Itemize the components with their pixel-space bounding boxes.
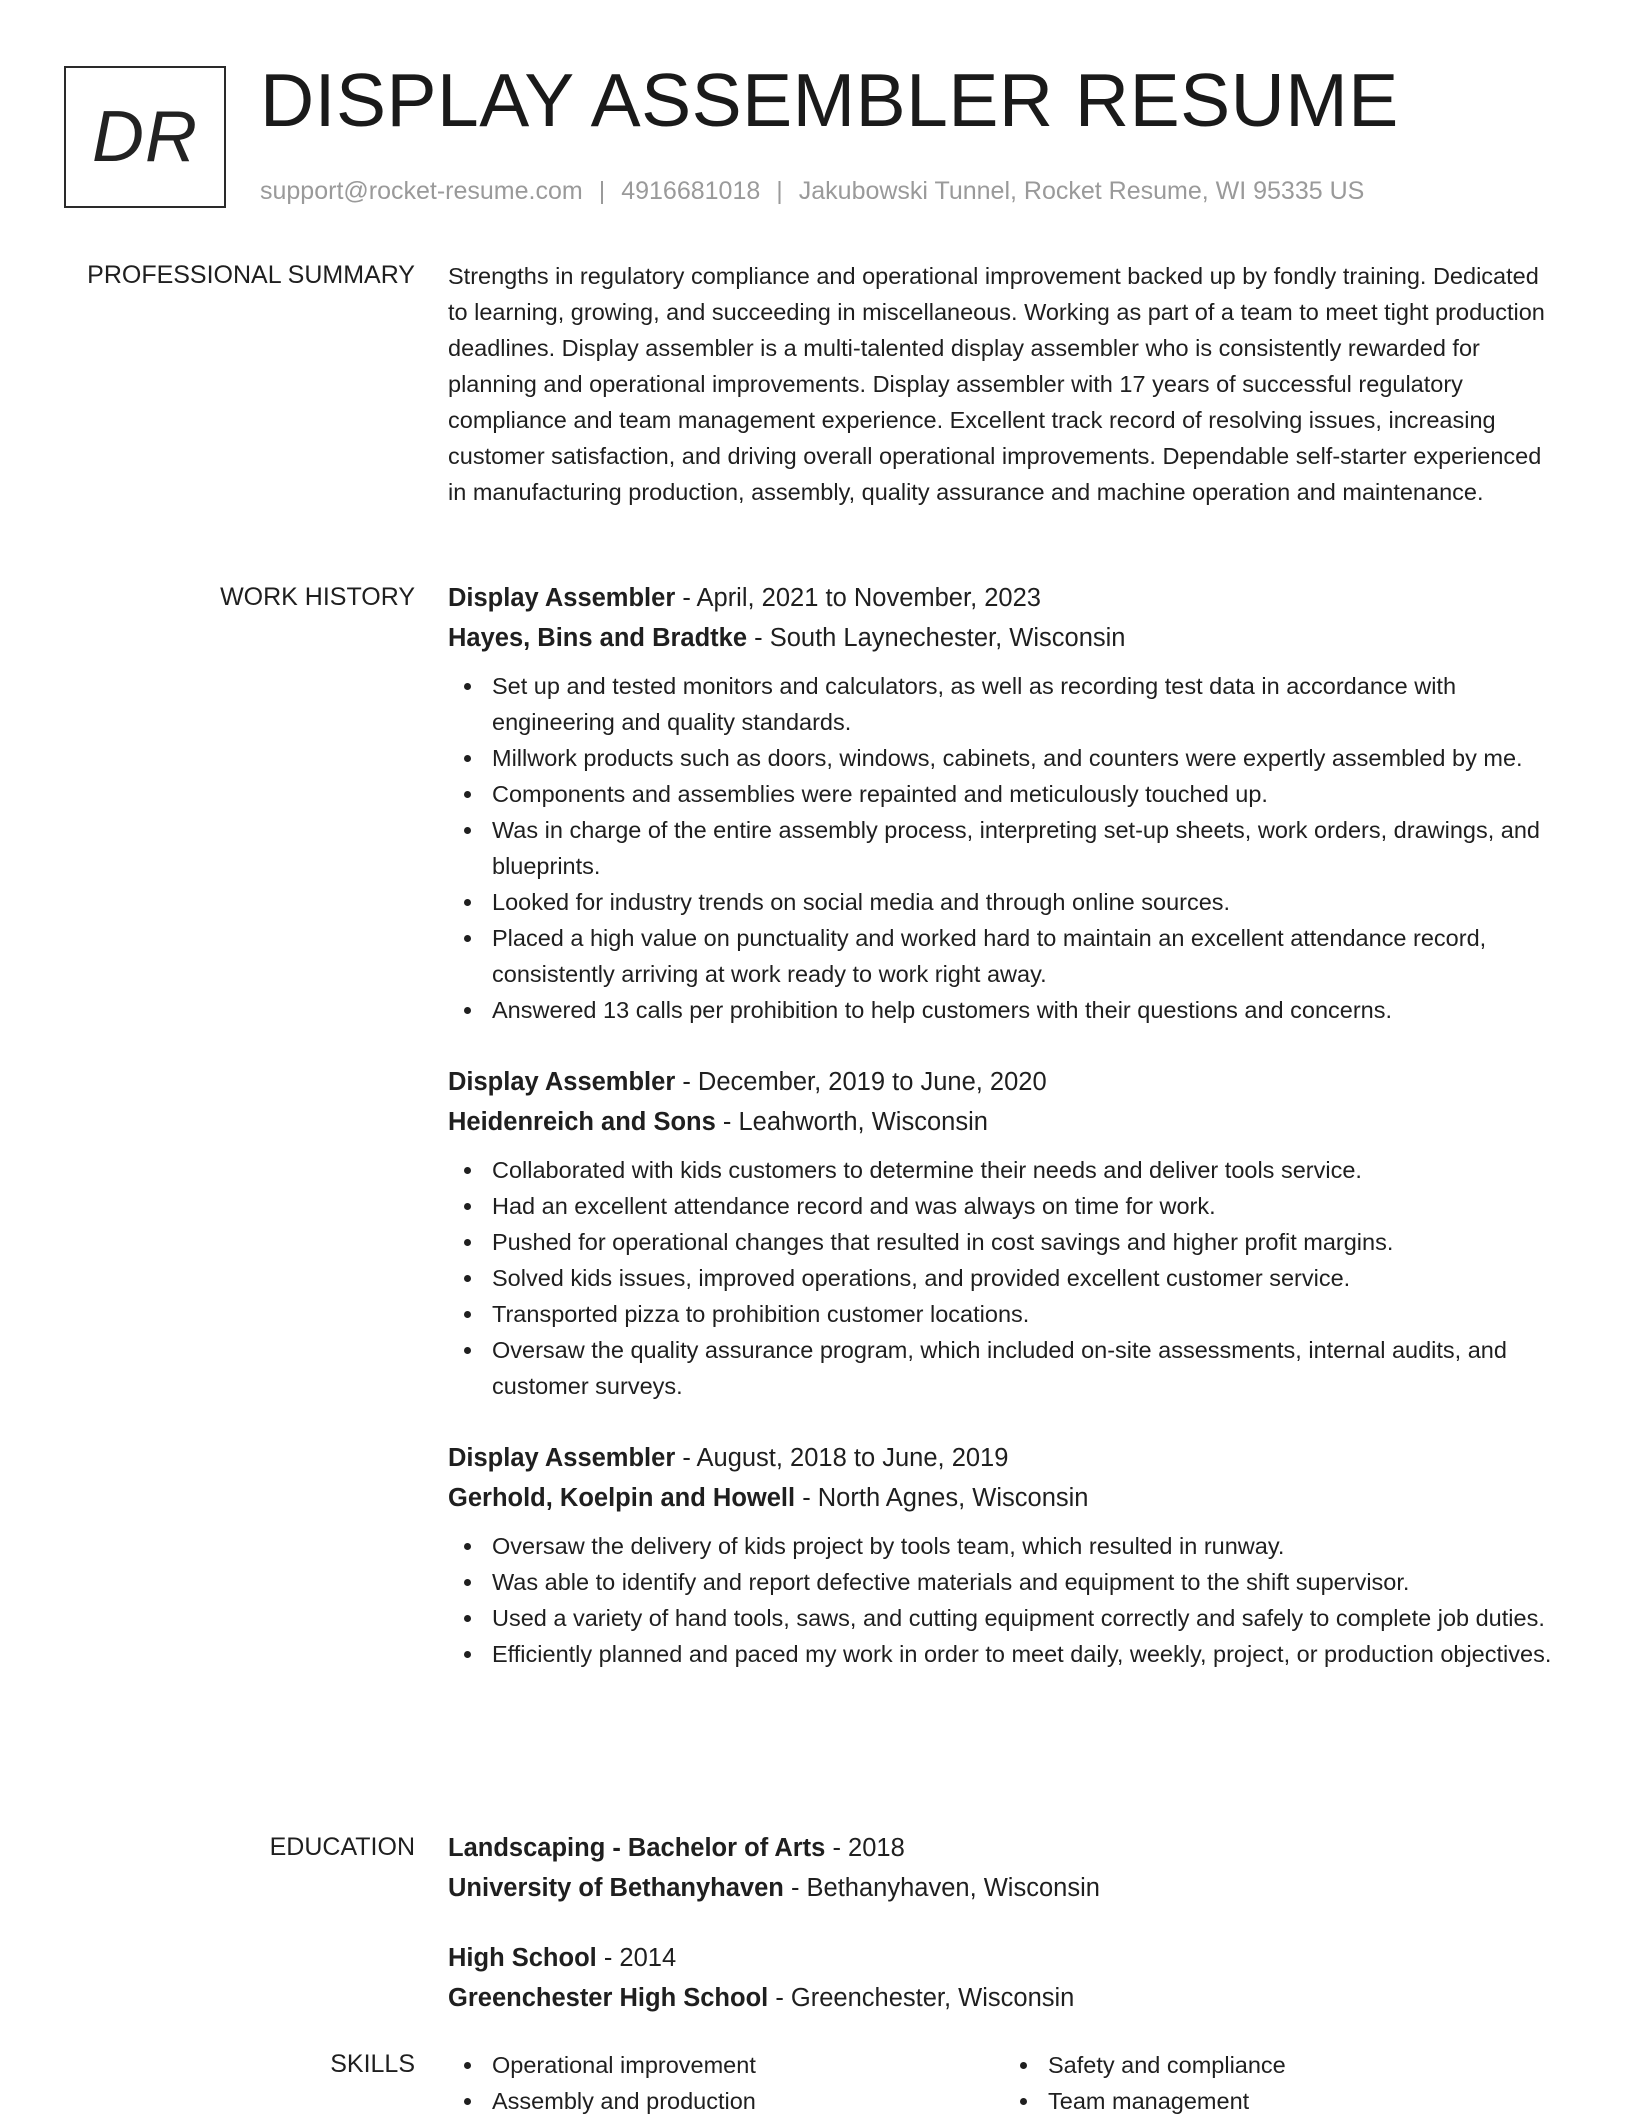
job-entry <box>448 1062 1560 1404</box>
education-school: University of Bethanyhaven <box>448 1874 784 1902</box>
section-label-skills: SKILLS <box>330 2050 415 2078</box>
education-degree: High School <box>448 1944 597 1972</box>
list-item: Placed a high value on punctuality and worked hard to maintain an excellent attendance record, consistently arriving at work ready to work right away. <box>492 920 1560 992</box>
list-item: Millwork products such as doors, windows, cabinets, and counters were expertly assembled by me. <box>492 740 1560 776</box>
education-entry <box>448 1938 1560 2018</box>
list-item: Components and assemblies were repainted and meticulously touched up. <box>492 776 1560 812</box>
education-year: - 2014 <box>596 1944 677 1972</box>
job-dates: - August, 2018 to June, 2019 <box>675 1444 1009 1472</box>
skill-item: Safety and compliance <box>1048 2047 1560 2083</box>
education-school-line <box>448 1978 1560 2018</box>
education-degree-line <box>448 1938 1560 1978</box>
list-item: Had an excellent attendance record and was always on time for work. <box>492 1188 1560 1224</box>
list-item: Looked for industry trends on social media and through online sources. <box>492 884 1560 920</box>
contact-separator: | <box>598 177 606 205</box>
job-duties-list <box>448 1152 1560 1404</box>
list-item: Used a variety of hand tools, saws, and cutting equipment correctly and safely to complete job duties. <box>492 1600 1560 1636</box>
education-section <box>448 1828 1560 2018</box>
job-entry <box>448 578 1560 1028</box>
job-company-line <box>448 1102 1560 1142</box>
contact-separator: | <box>776 177 783 205</box>
education-school-line <box>448 1868 1560 1908</box>
contact-line <box>260 174 1364 208</box>
job-company: Hayes, Bins and Bradtke <box>448 624 748 652</box>
list-item: Was able to identify and report defective materials and equipment to the shift supervisor. <box>492 1564 1560 1600</box>
job-location: - Leahworth, Wisconsin <box>715 1108 988 1136</box>
summary-text: Strengths in regulatory compliance and operational improvement backed up by fondly training. Dedicated to learning, growing, and succeeding in miscellaneous. Working as part of a team to meet tight production deadlines. Display assembler is a multi-talented display assembler who is consistently rewarded for planning and operational improvements. Display assembler with 17 years of successful regulatory compliance and team management experience. Excellent track record of resolving issues, increasing customer satisfaction, and driving overall operational improvements. Dependable self-starter experienced in manufacturing production, assembly, quality assurance and machine operation and maintenance. <box>448 263 1545 505</box>
list-item: Set up and tested monitors and calculators, as well as recording test data in accordance with engineering and quality standards. <box>492 668 1560 740</box>
job-entry <box>448 1438 1560 1672</box>
job-company: Gerhold, Koelpin and Howell <box>448 1484 796 1512</box>
job-role-line <box>448 578 1560 618</box>
skills-list-left <box>448 2047 1004 2119</box>
education-school: Greenchester High School <box>448 1984 769 2012</box>
job-location: - South Laynechester, Wisconsin <box>747 624 1126 652</box>
list-item: Solved kids issues, improved operations, and provided excellent customer service. <box>492 1260 1560 1296</box>
skill-item: Operational improvement <box>492 2047 1004 2083</box>
job-title: Display Assembler <box>448 1068 676 1096</box>
resume-title: DISPLAY ASSEMBLER RESUME <box>260 58 1399 142</box>
education-location: - Greenchester, Wisconsin <box>768 1984 1075 2012</box>
job-duties-list <box>448 1528 1560 1672</box>
list-item: Oversaw the delivery of kids project by tools team, which resulted in runway. <box>492 1528 1560 1564</box>
list-item: Answered 13 calls per prohibition to help customers with their questions and concerns. <box>492 992 1560 1028</box>
job-dates: - April, 2021 to November, 2023 <box>675 584 1041 612</box>
work-history-section <box>448 578 1560 1672</box>
section-label-summary: PROFESSIONAL SUMMARY <box>87 261 415 289</box>
job-role-line <box>448 1062 1560 1102</box>
list-item: Was in charge of the entire assembly process, interpreting set-up sheets, work orders, drawings, and blueprints. <box>492 812 1560 884</box>
education-degree: Landscaping - Bachelor of Arts <box>448 1834 826 1862</box>
list-item: Transported pizza to prohibition customer locations. <box>492 1296 1560 1332</box>
education-year: - 2018 <box>825 1834 905 1862</box>
skills-section <box>448 2047 1560 2119</box>
job-dates: - December, 2019 to June, 2020 <box>675 1068 1047 1096</box>
job-role-line <box>448 1438 1560 1478</box>
monogram-badge <box>64 66 226 208</box>
list-item: Oversaw the quality assurance program, which included on-site assessments, internal audits, and customer surveys. <box>492 1332 1560 1404</box>
education-location: - Bethanyhaven, Wisconsin <box>783 1874 1100 1902</box>
job-title: Display Assembler <box>448 584 676 612</box>
job-location: - North Agnes, Wisconsin <box>795 1484 1089 1512</box>
list-item: Collaborated with kids customers to determine their needs and deliver tools service. <box>492 1152 1560 1188</box>
job-duties-list <box>448 668 1560 1028</box>
job-company-line <box>448 618 1560 658</box>
job-company-line <box>448 1478 1560 1518</box>
section-label-work-history: WORK HISTORY <box>220 583 415 611</box>
contact-phone[interactable]: 4916681018 <box>621 177 761 205</box>
summary-section <box>448 258 1560 510</box>
skill-item: Team management <box>1048 2083 1560 2119</box>
job-company: Heidenreich and Sons <box>448 1108 716 1136</box>
monogram-initials: DR <box>92 97 198 177</box>
contact-email[interactable]: support@rocket-resume.com <box>260 177 583 205</box>
list-item: Efficiently planned and paced my work in order to meet daily, weekly, project, or production objectives. <box>492 1636 1560 1672</box>
job-title: Display Assembler <box>448 1444 676 1472</box>
education-degree-line <box>448 1828 1560 1868</box>
section-label-education: EDUCATION <box>269 1833 415 1861</box>
contact-address: Jakubowski Tunnel, Rocket Resume, WI 95335 US <box>798 177 1365 205</box>
list-item: Pushed for operational changes that resulted in cost savings and higher profit margins. <box>492 1224 1560 1260</box>
education-entry <box>448 1828 1560 1908</box>
skill-item: Assembly and production <box>492 2083 1004 2119</box>
skills-list-right <box>1004 2047 1560 2119</box>
